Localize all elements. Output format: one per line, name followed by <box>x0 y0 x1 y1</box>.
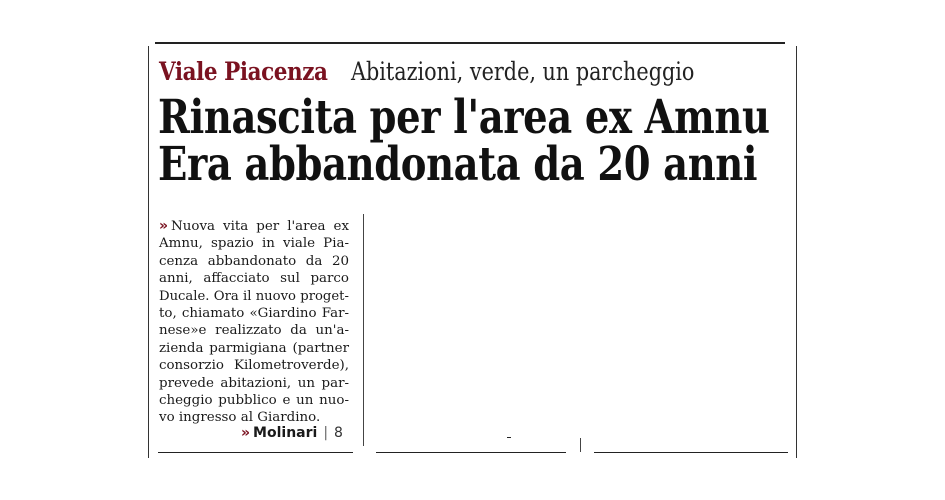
headline-line-1: Rinascita per l'area ex Amnu <box>158 90 770 145</box>
column-divider <box>363 214 364 446</box>
author-name: Molinari <box>253 425 318 441</box>
body-line <box>159 218 349 235</box>
double-chevron-icon: » <box>159 218 166 234</box>
signature-separator: | <box>323 425 329 441</box>
right-column-rule <box>796 46 797 458</box>
body-line: cheggio pubblico e un nuo- <box>159 393 349 409</box>
column-tick <box>580 438 581 452</box>
kicker-subtitle: Abitazioni, verde, un parcheggio <box>350 57 695 86</box>
column-dash <box>507 437 511 438</box>
headline-line-2: Era abbandonata da 20 anni <box>158 137 758 192</box>
article-body <box>159 218 349 427</box>
body-line: Ducale. Ora il nuovo proget- <box>159 288 349 304</box>
body-line: zienda parmigiana (partner <box>159 340 349 356</box>
body-line: nese»e realizzato da un'a- <box>159 323 349 339</box>
body-line: consorzio Kilometroverde), <box>159 358 349 374</box>
body-line: prevede abitazioni, un par- <box>159 375 349 391</box>
double-chevron-icon: » <box>241 425 248 441</box>
body-line: anni, affacciato sul parco <box>159 271 349 287</box>
page-number[interactable]: 8 <box>334 425 343 441</box>
left-column-rule <box>148 46 149 458</box>
body-line-text: Nuova vita per l'area ex <box>171 219 349 234</box>
body-line: vo ingresso al Giardino. <box>159 410 321 426</box>
body-line: cenza abbandonato da 20 <box>159 253 349 269</box>
bottom-rule <box>376 452 566 453</box>
kicker <box>159 56 765 88</box>
bottom-rule <box>594 452 788 453</box>
bottom-rule <box>158 452 353 453</box>
signature <box>241 424 343 442</box>
body-line: to, chiamato «Giardino Far- <box>159 306 349 322</box>
body-line: Amnu, spazio in viale Pia- <box>159 236 349 252</box>
kicker-location: Viale Piacenza <box>159 57 328 86</box>
top-rule <box>155 42 785 44</box>
